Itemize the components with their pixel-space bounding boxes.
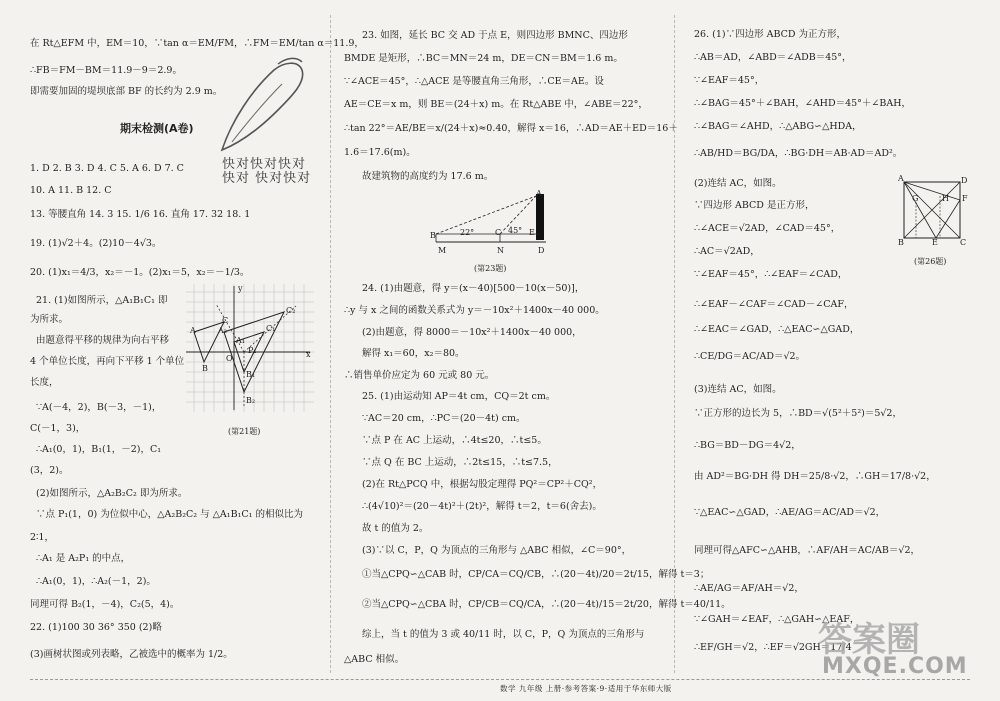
text-line: 故 t 的值为 2。 (362, 523, 429, 534)
text-line: 为所求。 (30, 314, 69, 325)
fig26-label: A (898, 174, 904, 183)
text-line: (3，2)。 (30, 465, 69, 476)
text-line: ∴∠BAG＝45°＋∠BAH，∠AHD＝45°＋∠BAH， (694, 98, 912, 109)
figure-caption: (第23题) (474, 264, 507, 273)
fig26-label: B (898, 238, 904, 247)
fig21-label: A₁ (236, 336, 245, 345)
text-line: ∴tan 22°＝AE/BE＝x/(24＋x)≈0.40，解得 x＝16，∴AD＝AE＋ED＝16＋ (344, 123, 678, 134)
text-line: ∵点 Q 在 BC 上运动，∴2t≤15，∴t≤7.5， (362, 457, 558, 468)
fig26-label: F (962, 194, 968, 203)
text-line: ∴AE/AG＝AF/AH＝√2， (694, 583, 804, 594)
text-line: 23. 如图，延长 BC 交 AD 于点 E，则四边形 BMNC、四边形 (362, 30, 628, 41)
text-line: 由题意得平移的规律为向右平移 (36, 335, 170, 346)
text-line: 1.6＝17.6(m)。 (344, 147, 416, 158)
text-line: ∴y 与 x 之间的函数关系式为 y＝－10x²＋1400x－40 000。 (344, 305, 605, 316)
fig21-label: A₂ (218, 326, 227, 335)
text-line: ∴CE/DG＝AC/AD＝√2。 (694, 351, 806, 362)
column-divider-left (330, 15, 331, 673)
text-line: 在 Rt△EFM 中，EM＝10，∵tan α＝EM/FM，∴FM＝EM/tan α＝11.9， (30, 38, 364, 49)
text-line: ∵∠EAF＝45°，∴∠EAF＝∠CAD， (694, 269, 848, 280)
text-line: (2)在 Rt△PCQ 中，根据勾股定理得 PQ²＝CP²＋CQ²， (362, 479, 603, 490)
fig21-label: C (222, 316, 229, 325)
text-line: ①当△CPQ∽△CAB 时，CP/CA＝CQ/CB，∴(20－4t)/20＝2t/15，解得 t＝3； (362, 569, 710, 580)
fig23-label: B (430, 231, 436, 240)
fig23-label: E (529, 228, 535, 237)
fig21-label: B₂ (246, 396, 256, 405)
text-line: 26. (1)∵四边形 ABCD 为正方形， (694, 29, 847, 40)
text-line: ∴AB＝AD，∠ABD＝∠ADB＝45°， (694, 52, 852, 63)
text-line: ∵∠GAH＝∠EAF，∴△GAH∽△EAF， (694, 614, 860, 625)
text-line: 综上，当 t 的值为 3 或 40/11 时，以 C，P，Q 为顶点的三角形与 (362, 629, 645, 640)
text-line: 25. (1)由运动知 AP＝4t cm，CQ＝2t cm。 (362, 391, 556, 402)
text-line: ∴EF/GH＝√2，∴EF＝√2GH＝17/4 (694, 642, 852, 653)
stamp-text: 快对快对快对 快对 快对快对 (222, 157, 312, 186)
text-line: 13. 等腰直角 14. 3 15. 1/6 16. 直角 17. 32 18. 1 (30, 209, 251, 220)
text-line: 4 个单位长度，再向下平移 1 个单位 (30, 356, 185, 367)
text-line: C(－1，3)， (30, 423, 86, 434)
text-line: 解得 x₁＝60，x₂＝80。 (362, 348, 465, 359)
text-line: ∵AC＝20 cm，∴PC＝(20－4t) cm。 (362, 413, 526, 424)
text-line: ∴A₁ 是 A₂P₁ 的中点， (36, 553, 131, 564)
text-line: ∵∠ACE＝45°，∴△ACE 是等腰直角三角形，∴CE＝AE。设 (344, 76, 604, 87)
fig23-label: M (438, 246, 447, 255)
text-line: ②当△CPQ∽△CBA 时，CP/CB＝CQ/CA，∴(20－4t)/15＝2t/20，解得 t＝40/11。 (362, 599, 731, 610)
fig21-label: B (202, 364, 208, 373)
section-title: 期末检测(A卷) (120, 122, 194, 135)
fig21-label: C₂ (286, 306, 296, 315)
page-footer: 数学 九年级 上册·参考答案·9·适用于华东师大版 (500, 684, 672, 693)
text-line: ∵△EAC∽△GAD，∴AE/AG＝AC/AD＝√2， (694, 507, 886, 518)
text-line: ∴(4√10)²＝(20－4t)²＋(2t)²，解得 t＝2，t＝6(舍去)。 (362, 501, 602, 512)
text-line: ∴∠EAF－∠CAF＝∠CAD－∠CAF， (694, 299, 854, 310)
watermark-logo: 答案圈 (818, 620, 920, 660)
text-line: AE＝CE＝x m，则 BE＝(24＋x) m。在 Rt△ABE 中，∠ABE＝22°， (344, 99, 648, 110)
fig23-label: D (538, 246, 545, 255)
text-line: ∴A₁(0，1)，B₁(1，－2)，C₁ (36, 444, 162, 455)
text-line: ∴销售单价应定为 60 元或 80 元。 (344, 370, 495, 381)
text-line: ∵A(－4，2)，B(－3，－1)， (36, 402, 162, 413)
fig26-label: C (960, 238, 967, 247)
text-line: (3)画树状图或列表略，乙被选中的概率为 1/2。 (30, 649, 233, 660)
fig21-label: A (190, 326, 196, 335)
text-line: 24. (1)由题意，得 y＝(x－40)[500－10(x－50)]， (362, 283, 585, 294)
text-line: ∴∠BAG＝∠AHD，∴△ABG∽△HDA， (694, 121, 862, 132)
fig26-label: D (961, 176, 968, 185)
footer-divider (30, 679, 970, 680)
text-line: (2)连结 AC，如图。 (694, 178, 782, 189)
text-line: 19. (1)√2＋4。(2)10－4√3。 (30, 238, 162, 249)
text-line: ∴AC＝√2AD， (694, 246, 760, 257)
text-line: BMDE 是矩形，∴BC＝MN＝24 m，DE＝CN＝BM＝1.6 m。 (344, 53, 623, 64)
fig21-label: y (238, 284, 243, 293)
text-line: 22. (1)100 30 36° 350 (2)略 (30, 622, 162, 633)
figure-caption: (第26题) (914, 257, 947, 266)
watermark-url: MXQE.COM (822, 654, 968, 679)
figure-caption: (第21题) (228, 427, 261, 436)
text-line: 同理可得 B₂(1，－4)，C₂(5，4)。 (30, 599, 180, 610)
text-line: ∴AB/HD＝BG/DA，∴BG·DH＝AB·AD＝AD²。 (694, 148, 903, 159)
text-line: ∵∠EAF＝45°， (694, 75, 765, 86)
text-line: △ABC 相似。 (344, 654, 405, 665)
text-line: ∵四边形 ABCD 是正方形， (694, 200, 815, 211)
fig21-label: x (306, 350, 311, 359)
text-line: (3)连结 AC，如图。 (694, 384, 782, 395)
text-line: ∵点 P₁(1，0) 为位似中心，△A₂B₂C₂ 与 △A₁B₁C₁ 的相似比为 (36, 509, 303, 520)
fig26-label: H (942, 194, 949, 203)
fig21-label: O (226, 354, 233, 363)
text-line: 21. (1)如图所示，△A₁B₁C₁ 即 (36, 295, 168, 306)
text-line: 同理可得△AFC∽△AHB，∴AF/AH＝AC/AB＝√2， (694, 545, 920, 556)
fig21-label: P₁ (248, 346, 257, 355)
stamp-graphic (212, 50, 312, 160)
text-line: ∵正方形的边长为 5，∴BD＝√(5²＋5²)＝5√2， (694, 408, 902, 419)
text-line: 故建筑物的高度约为 17.6 m。 (362, 171, 494, 182)
text-line: ∴A₁(0，1)，∴A₂(－1，2)。 (36, 576, 156, 587)
text-line: ∴FB＝FM－BM＝11.9－9＝2.9。 (30, 65, 182, 76)
text-line: 2∶1， (30, 532, 55, 543)
text-line: ∴∠EAC＝∠GAD，∴△EAC∽△GAD， (694, 324, 860, 335)
text-line: 1. D 2. B 3. D 4. C 5. A 6. D 7. C (30, 163, 184, 174)
fig26-label: G (912, 194, 919, 203)
fig23-label: 45° (508, 226, 523, 235)
text-line: 即需要加固的堤坝底部 BF 的长约为 2.9 m。 (30, 86, 223, 97)
text-line: 10. A 11. B 12. C (30, 185, 112, 196)
text-line: 20. (1)x₁＝4/3，x₂＝－1。(2)x₁＝5，x₂＝－1/3。 (30, 267, 250, 278)
text-line: 长度， (30, 377, 59, 388)
text-line: ∴∠ACE＝√2AD，∠CAD＝45°， (694, 223, 841, 234)
text-line: ∵点 P 在 AC 上运动，∴4t≤20，∴t≤5。 (362, 435, 547, 446)
fig21-label: C₁ (266, 324, 276, 333)
fig21-label: B₁ (246, 370, 256, 379)
figure-26-square (896, 174, 968, 246)
fig23-label: N (497, 246, 504, 255)
text-line: ∴BG＝BD－DG＝4√2， (694, 440, 801, 451)
fig23-label: C (495, 228, 502, 237)
text-line: (2)如图所示，△A₂B₂C₂ 即为所求。 (36, 488, 188, 499)
text-line: (3)∵以 C，P，Q 为顶点的三角形与 △ABC 相似，∠C＝90°， (362, 545, 632, 556)
text-line: (2)由题意，得 8000＝－10x²＋1400x－40 000， (362, 327, 582, 338)
fig26-label: E (932, 238, 938, 247)
text-line: 由 AD²＝BG·DH 得 DH＝25/8·√2，∴GH＝17/8·√2， (694, 471, 936, 482)
fig23-label: 22° (460, 228, 475, 237)
fig23-label: A (536, 189, 542, 198)
